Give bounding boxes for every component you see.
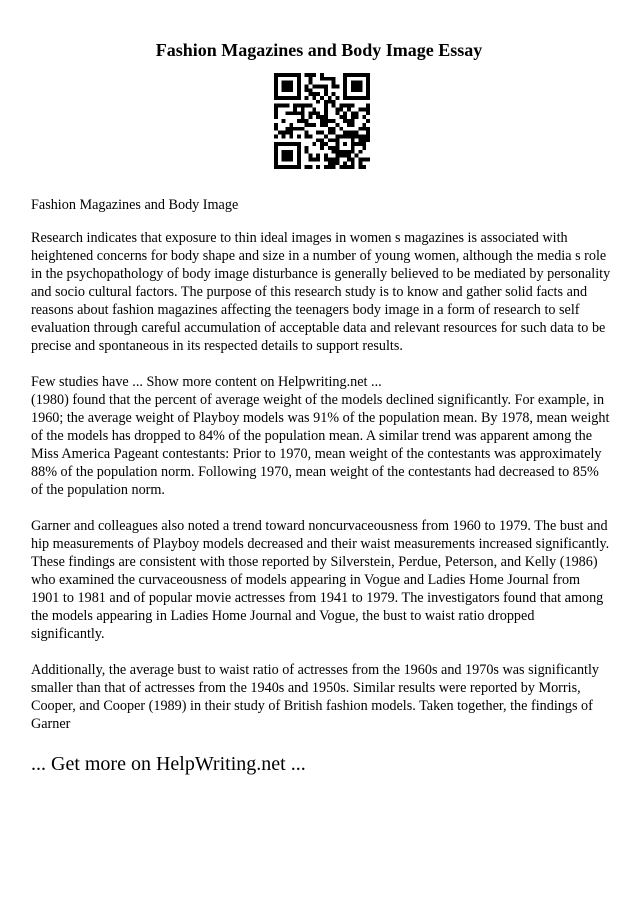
paragraph-additionally: Additionally, the average bust to waist ratio of actresses from the 1960s and 1970s was significantly smaller than that of actresses from the 1940s and 1950s. Similar results were reported by Morris, Cooper, and Cooper (1989) in their study of British fashion models. Taken together, the findings of Garner (31, 662, 600, 732)
document-subtitle: Fashion Magazines and Body Image (31, 197, 239, 213)
qr-code-icon (274, 73, 370, 169)
paragraph-studies: Few studies have ... Show more content on Helpwriting.net ... (1980) found that the percent of average weight of the models declined significantly. For example, in 1960; the average weight of Playboy models was 91% of the population mean. By 1978, mean weight of the models has dropped to 84% of the population mean. A similar trend was apparent among the Miss America Pageant contestants: Prior to 1970, mean weight of the contestants was approximately 88% of the population norm. Following 1970, mean weight of the contestants had decreased to 85% of the population norm. (31, 374, 610, 498)
paragraph-garner: Garner and colleagues also noted a trend toward noncurvaceousness from 1960 to 1979. The bust and hip measurements of Playboy models decreased and their waist measurements increased significantly. These findings are consistent with those reported by Silverstein, Perdue, Peterson, and Kelly (1986) who examined the curvaceousness of models appearing in Vogue and Ladies Home Journal from 1901 to 1981 and of popular movie actresses from 1941 to 1979. The investigators found that among the models appearing in Ladies Home Journal and Vogue, the bust to waist ratio dropped significantly. (31, 518, 610, 642)
paragraph-intro: Research indicates that exposure to thin ideal images in women s magazines is associated with heightened concerns for body shape and size in a number of young women, although the media s role in the psychopathology of body image disturbance is generally believed to be mediated by personality and socio cultural factors. The purpose of this research study is to know and gather solid facts and reasons about fashion magazines affecting the teenagers body image in a form of research to self evaluation through careful accumulation of acceptable data and relevant resources for such data to be precise and spontaneous in its respected details to support results. (31, 230, 611, 354)
get-more-link[interactable]: ... Get more on HelpWriting.net ... (31, 753, 306, 775)
document-body (31, 196, 611, 777)
document-title: Fashion Magazines and Body Image Essay (155, 40, 483, 60)
